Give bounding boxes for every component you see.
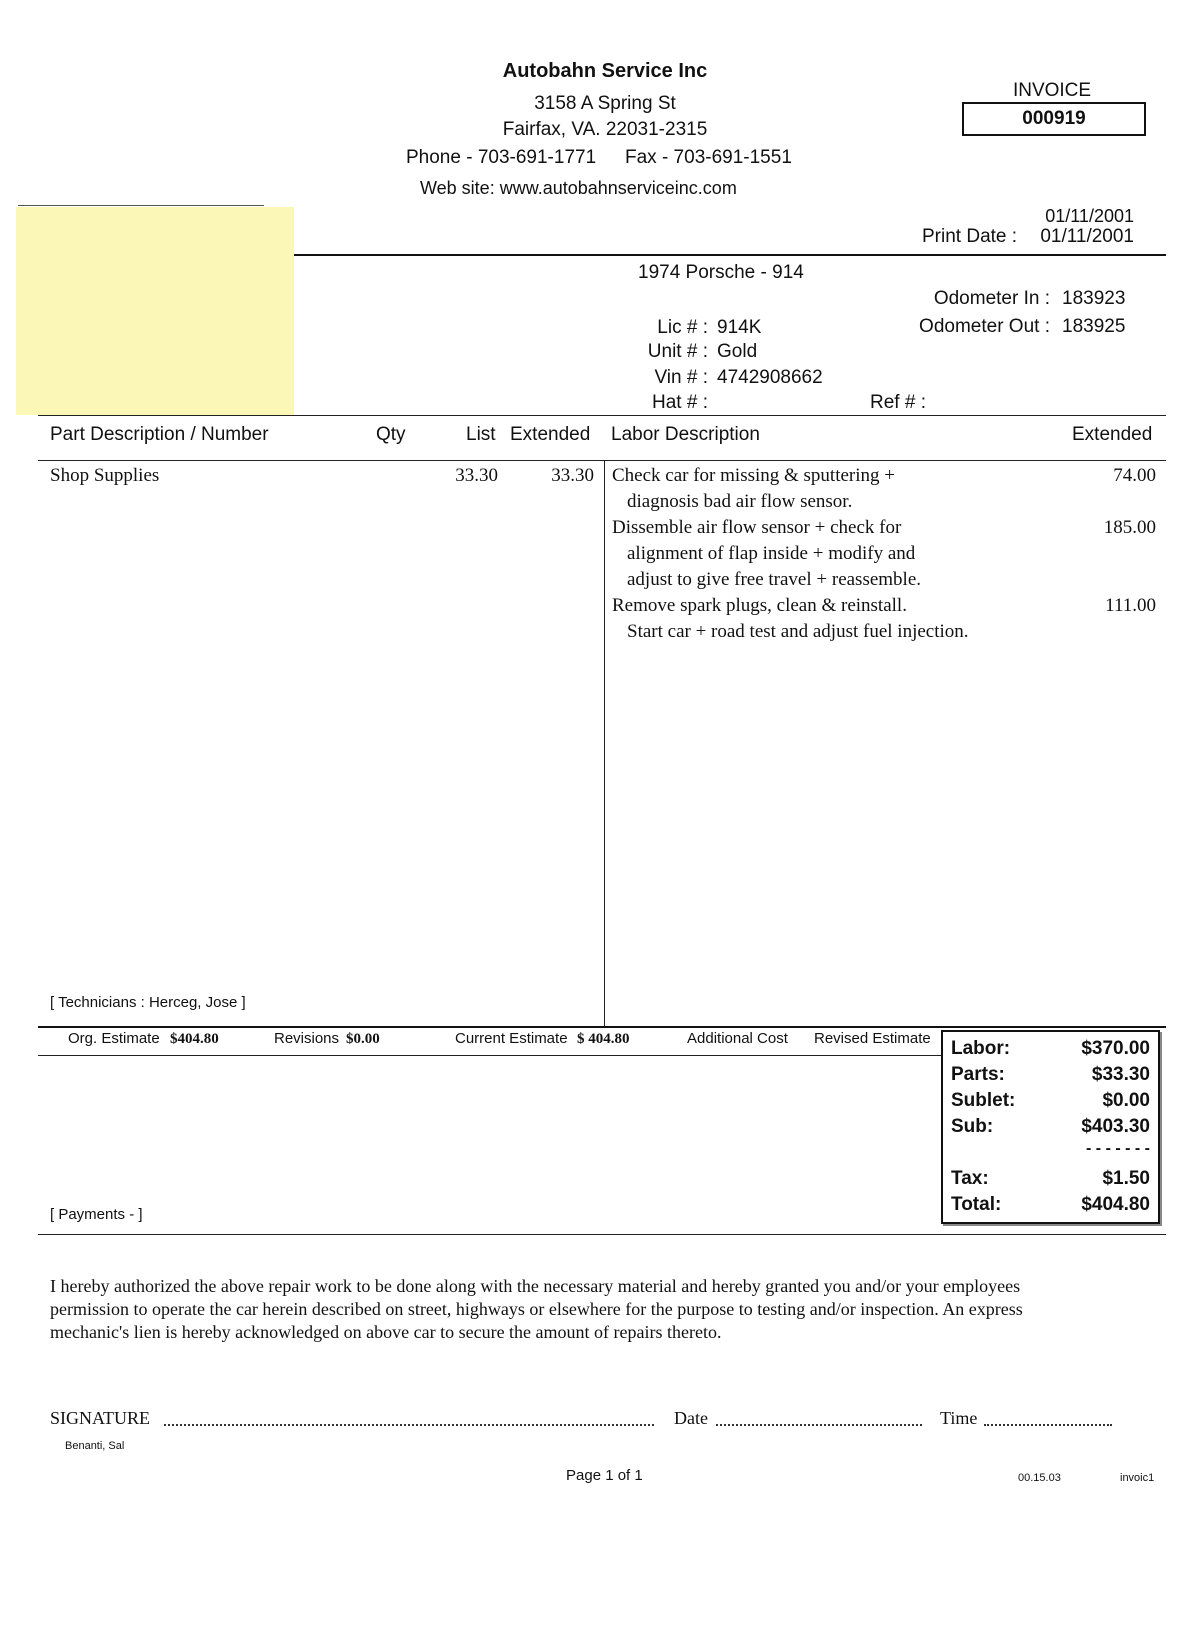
col-list: List: [466, 424, 496, 445]
sub-total-label: Sub:: [951, 1116, 994, 1137]
part-description: Shop Supplies: [50, 465, 160, 486]
revisions-label: Revisions: [274, 1030, 340, 1047]
payments: [ Payments - ]: [50, 1206, 143, 1223]
grand-total: $404.80: [1081, 1194, 1150, 1215]
form-code: 00.15.03: [1018, 1472, 1061, 1484]
tax-total-label: Tax:: [951, 1168, 989, 1189]
vin-label: Vin # :: [654, 367, 708, 388]
columns-top-rule: [38, 415, 1166, 416]
estimate-bottom-rule: [38, 1055, 941, 1056]
col-part-description: Part Description / Number: [50, 424, 269, 445]
totals-divider: - - - - - - -: [1086, 1140, 1150, 1157]
authorization-line: mechanic's lien is hereby acknowledged on above car to secure the amount of repairs thereto.: [50, 1322, 722, 1342]
header-divider: [18, 205, 264, 206]
sticky-note: [16, 207, 294, 415]
sublet-total-label: Sublet:: [951, 1090, 1016, 1111]
company-website: Web site: www.autobahnserviceinc.com: [420, 178, 737, 198]
form-name: invoic1: [1120, 1472, 1155, 1484]
labor-line: adjust to give free travel + reassemble.: [627, 569, 922, 590]
labor-total: $370.00: [1081, 1038, 1150, 1059]
parts-labor-divider: [604, 460, 605, 1026]
part-extended-price: 33.30: [551, 465, 594, 486]
company-phone: Phone - 703-691-1771: [406, 147, 597, 168]
date-label: Date: [674, 1408, 708, 1428]
date-line: [716, 1410, 922, 1426]
col-extended: Extended: [510, 424, 591, 445]
odometer-in-label: Odometer In :: [933, 288, 1050, 309]
grand-total-label: Total:: [951, 1194, 1002, 1215]
invoice-date: 01/11/2001: [1045, 206, 1134, 226]
signer-name: Benanti, Sal: [65, 1440, 125, 1452]
print-date: 01/11/2001: [1040, 226, 1134, 247]
columns-bottom-rule: [38, 460, 1166, 461]
org-estimate-label: Org. Estimate: [68, 1030, 160, 1047]
lic-value: 914K: [717, 317, 762, 338]
additional-cost-label: Additional Cost: [687, 1030, 788, 1047]
payments-bottom-rule: [38, 1234, 1166, 1235]
totals-box: [941, 1030, 1160, 1224]
vin-value: 4742908662: [717, 367, 823, 388]
invoice-number: 000919: [962, 102, 1146, 136]
page-number: Page 1 of 1: [566, 1467, 643, 1484]
part-list-price: 33.30: [455, 465, 498, 486]
current-estimate-label: Current Estimate: [455, 1030, 568, 1047]
signature-line: [164, 1410, 654, 1426]
labor-line: alignment of flap inside + modify and: [627, 543, 916, 564]
print-date-label: Print Date :: [922, 226, 1018, 247]
time-line: [984, 1410, 1112, 1426]
labor-amount: 185.00: [1103, 517, 1156, 538]
labor-line: diagnosis bad air flow sensor.: [627, 491, 853, 512]
unit-label: Unit # :: [647, 341, 708, 362]
sub-total: $403.30: [1081, 1116, 1150, 1137]
parts-total-label: Parts:: [951, 1064, 1005, 1085]
vehicle-top-rule: [294, 254, 1166, 256]
authorization-line: I hereby authorized the above repair work to be done along with the necessary material and hereby granted you and/or your employees: [50, 1276, 1021, 1296]
technicians: [ Technicians : Herceg, Jose ]: [50, 994, 246, 1011]
time-label: Time: [940, 1408, 978, 1428]
company-name: Autobahn Service Inc: [502, 60, 708, 82]
authorization-line: permission to operate the car herein described on street, highways or elsewhere for the purpose to testing and/or inspection. An express: [50, 1299, 1023, 1319]
lic-label: Lic # :: [657, 317, 708, 338]
revisions-value: $0.00: [346, 1031, 380, 1047]
parts-total: $33.30: [1091, 1064, 1150, 1085]
estimate-top-rule: [38, 1026, 1166, 1028]
labor-line: Check car for missing & sputtering +: [612, 465, 895, 486]
odometer-out: 183925: [1062, 316, 1126, 337]
labor-line: Dissemble air flow sensor + check for: [612, 517, 902, 538]
unit-value: Gold: [717, 341, 758, 362]
col-qty: Qty: [376, 424, 406, 445]
company-fax: Fax - 703-691-1551: [625, 147, 792, 168]
odometer-out-label: Odometer Out :: [919, 316, 1050, 337]
labor-total-label: Labor:: [951, 1038, 1011, 1059]
current-estimate-value: $ 404.80: [577, 1031, 630, 1047]
company-address-line1: 3158 A Spring St: [534, 93, 676, 114]
hat-label: Hat # :: [652, 392, 708, 413]
odometer-in: 183923: [1062, 288, 1126, 309]
labor-amount: 111.00: [1105, 595, 1156, 616]
col-labor-description: Labor Description: [611, 424, 760, 445]
company-address-line2: Fairfax, VA. 22031-2315: [502, 119, 708, 140]
invoice-title: INVOICE: [1012, 80, 1092, 101]
col-labor-extended: Extended: [1072, 424, 1153, 445]
revised-estimate-label: Revised Estimate: [814, 1030, 931, 1047]
labor-amount: 74.00: [1113, 465, 1156, 486]
labor-line: Start car + road test and adjust fuel injection.: [627, 621, 969, 642]
tax-total: $1.50: [1102, 1168, 1150, 1189]
sublet-total: $0.00: [1102, 1090, 1150, 1111]
signature-label: SIGNATURE: [50, 1408, 151, 1428]
org-estimate-value: $404.80: [170, 1031, 219, 1047]
vehicle-description: 1974 Porsche - 914: [638, 262, 804, 283]
labor-line: Remove spark plugs, clean & reinstall.: [612, 595, 907, 616]
ref-label: Ref # :: [870, 392, 926, 413]
